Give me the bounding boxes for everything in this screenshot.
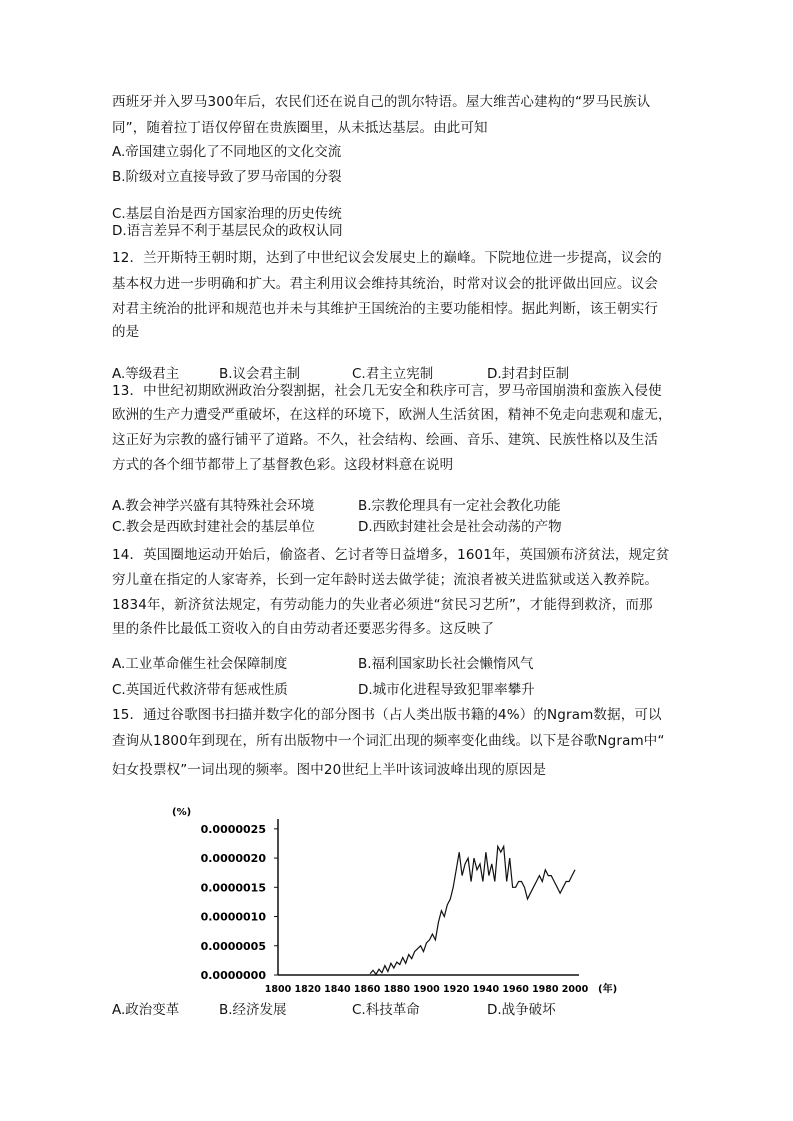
option-a[interactable]: A.工业革命催生社会保障制度	[112, 656, 288, 672]
x-tick-label: 1800	[264, 984, 292, 995]
question-text-line: 妇女投票权”一词出现的频率。图中20世纪上半叶该词波峰出现的原因是	[112, 762, 547, 778]
question-text-line: 基本权力进一步明确和扩大。君主利用议会维持其统治，时常对议会的批评做出回应。议会	[112, 276, 658, 292]
series-line	[370, 846, 575, 974]
option-b[interactable]: B.经济发展	[219, 1002, 287, 1018]
option-c[interactable]: C.教会是西欧封建社会的基层单位	[112, 519, 315, 535]
question-text-line: 查询从1800年到现在，所有出版物中一个词汇出现的频率变化曲线。以下是谷歌Ngram中“	[112, 733, 665, 749]
option-b[interactable]: B.议会君主制	[219, 366, 301, 382]
y-tick-label: 0.0000010	[200, 910, 266, 924]
x-tick-label: 1860	[353, 984, 381, 995]
question-text-line: 西班牙并入罗马300年后，农民们还在说自己的凯尔特语。屋大维苦心建构的“罗马民族认	[112, 94, 651, 110]
option-a[interactable]: A.政治变革	[112, 1002, 180, 1018]
y-tick-label: 0.0000025	[200, 822, 266, 836]
question-text-line: 欧洲的生产力遭受严重破坏，在这样的环境下，欧洲人生活贫困，精神不免走向悲观和虚无，	[112, 407, 672, 423]
x-tick-label: 2000	[561, 984, 589, 995]
question-text-line: 同”，随着拉丁语仅停留在贵族圈里，从未抵达基层。由此可知	[112, 120, 488, 136]
question-text-line: 1834年，新济贫法规定，有劳动能力的失业者必须进“贫民习艺所”，才能得到救济，而那	[112, 597, 653, 613]
question-text-line: 这正好为宗教的盛行铺平了道路。不久，社会结构、绘画、音乐、建筑、民族性格以及生活	[112, 432, 658, 448]
question-text-line: 里的条件比最低工资收入的自由劳动者还要恶劣得多。这反映了	[112, 621, 495, 637]
ngram-frequency-chart	[160, 795, 630, 1005]
option-a[interactable]: A.教会神学兴盛有其特殊社会环境	[112, 498, 315, 514]
question-text-line: 的是	[112, 324, 140, 340]
option-b[interactable]: B.福利国家助长社会懒惰风气	[358, 656, 534, 672]
option-b[interactable]: B.阶级对立直接导致了罗马帝国的分裂	[112, 169, 342, 185]
option-d[interactable]: D.战争破坏	[487, 1002, 556, 1018]
option-b[interactable]: B.宗教伦理具有一定社会教化功能	[358, 498, 561, 514]
option-d[interactable]: D.西欧封建社会是社会动荡的产物	[358, 519, 562, 535]
question-text-line: 13．中世纪初期欧洲政治分裂割据，社会几无安全和秩序可言，罗马帝国崩溃和蛮族入侵使	[112, 383, 662, 399]
question-text-line: 穷儿童在指定的人家寄养，长到一定年龄时送去做学徒；流浪者被关进监狱或送入教养院。	[112, 572, 658, 588]
option-d[interactable]: D.城市化进程导致犯罪率攀升	[358, 682, 535, 698]
y-tick-label: 0.0000000	[200, 969, 266, 982]
option-c[interactable]: C.基层自治是西方国家治理的历史传统	[112, 206, 342, 222]
x-tick-label: 1940	[472, 984, 500, 995]
x-tick-label: 1840	[324, 984, 351, 995]
x-tick-label: 1960	[502, 984, 529, 995]
x-tick-label: 1880	[383, 984, 411, 995]
question-text-line: 对君主统治的批评和规范也并未与其维护王国统治的主要功能相悖。据此判断，该王朝实行	[112, 301, 658, 317]
y-axis-label: (%)	[172, 807, 192, 818]
y-tick-label: 0.0000005	[200, 939, 266, 953]
y-tick-label: 0.0000015	[200, 881, 266, 895]
x-tick-label: 1980	[532, 984, 559, 995]
option-c[interactable]: C.科技革命	[352, 1002, 420, 1018]
x-tick-label: 1900	[413, 984, 440, 995]
question-text-line: 14．英国圈地运动开始后，偷盗者、乞讨者等日益增多，1601年，英国颁布济贫法，规定贫	[112, 547, 670, 563]
y-tick-label: 0.0000020	[200, 852, 266, 866]
option-a[interactable]: A.帝国建立弱化了不同地区的文化交流	[112, 144, 342, 160]
option-c[interactable]: C.英国近代救济带有惩戒性质	[112, 682, 288, 698]
option-d[interactable]: D.语言差异不利于基层民众的政权认同	[112, 223, 343, 239]
option-a[interactable]: A.等级君主	[112, 366, 180, 382]
option-c[interactable]: C.君主立宪制	[352, 366, 434, 382]
x-tick-label: 1820	[294, 984, 321, 995]
x-tick-label: 1920	[442, 984, 470, 995]
question-text-line: 12．兰开斯特王朝时期，达到了中世纪议会发展史上的巅峰。下院地位进一步提高，议会的	[112, 250, 662, 266]
x-axis-unit: (年)	[598, 984, 618, 995]
question-text-line: 方式的各个细节都带上了基督教色彩。这段材料意在说明	[112, 457, 454, 473]
question-text-line: 15．通过谷歌图书扫描并数字化的部分图书（占人类出版书籍的4%）的Ngram数据，可以	[112, 707, 662, 723]
option-d[interactable]: D.封君封臣制	[487, 366, 570, 382]
